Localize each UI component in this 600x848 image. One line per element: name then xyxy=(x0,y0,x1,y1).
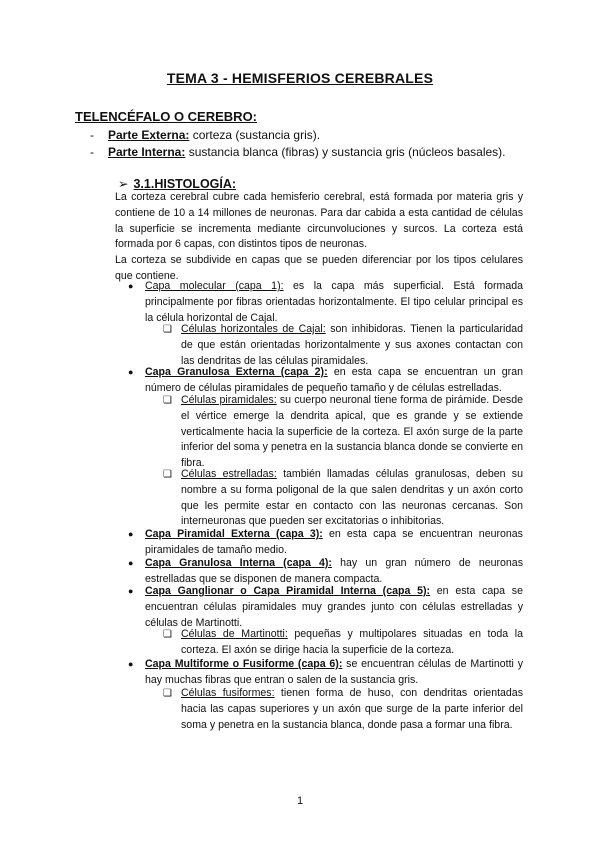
cell-text: tienen forma de huso, con dendritas orientadas hacia las capas superiores y un axón que surge de la parte inferior del soma y penetra en la sustancia blanca, donde pasa a formar una fibra. xyxy=(181,687,523,731)
subsection-heading xyxy=(118,176,236,191)
layer-item xyxy=(128,556,523,588)
part-label: Parte Interna: xyxy=(108,145,186,159)
cell-text: también llamadas células granulosas, deben su nombre a su forma poligonal de la que salen dendritas y un axón corto que les permite estar en contacto con las neuronas cercanas. Son interneuronas que pueden ser excitatorias o inhibitorias. xyxy=(181,468,523,528)
layer-label: Capa Ganglionar o Capa Piramidal Interna (capa 5): xyxy=(145,585,431,597)
cell-label: Células piramidales: xyxy=(181,394,277,406)
layer-item xyxy=(128,279,523,326)
bullet-icon: ● xyxy=(128,558,134,568)
cell-label: Células estrelladas: xyxy=(181,468,277,480)
intro-paragraph: La corteza cerebral cubre cada hemisferio cerebral, está formada por materia gris y contiene de 10 a 14 millones de neuronas. Para dar cabida a esta cantidad de células la superficie se incrementa mediante circunvoluciones y surcos. La corteza está formada por 6 capas, con distintos tipos de neuronas. xyxy=(115,191,523,251)
layer-text: en esta capa se encuentran neuronas piramidales de tamaño medio. xyxy=(145,528,523,556)
cell-item xyxy=(163,627,524,659)
layer-text: en esta capa se encuentran células piramidales muy grandes junto con células estrelladas y células de Martinotti. xyxy=(145,585,523,629)
document-title: TEMA 3 - HEMISFERIOS CEREBRALES xyxy=(166,70,434,86)
page-number: 1 xyxy=(296,795,304,807)
layer-text: hay un gran número de neuronas estrelladas que se disponen de manera compacta. xyxy=(145,557,523,585)
checkbox-bullet-icon: ❏ xyxy=(163,469,172,480)
layer-item xyxy=(128,527,523,559)
cell-item xyxy=(163,686,523,733)
part-label: Parte Externa: xyxy=(108,128,190,142)
bullet-icon: ● xyxy=(128,659,134,669)
layer-text: es la capa más superficial. Está formada principalmente por fibras orientadas horizontalmente. El tipo celular principal es la célula horizontal de Cajal. xyxy=(145,280,523,324)
checkbox-bullet-icon: ❏ xyxy=(163,629,172,640)
cell-label: Células de Martinotti: xyxy=(181,628,288,640)
layer-item xyxy=(128,584,523,631)
layer-text: se encuentran células de Martinotti y hay muchas fibras que entran o salen de la sustancia gris. xyxy=(145,658,523,686)
layer-item xyxy=(128,365,523,397)
part-external xyxy=(90,127,320,144)
cell-item xyxy=(163,393,523,472)
checkbox-bullet-icon: ❏ xyxy=(163,395,172,406)
subsection-title: 3.1.HISTOLOGÍA: xyxy=(133,177,237,191)
dash-marker: - xyxy=(90,145,94,159)
layer-label: Capa Piramidal Externa (capa 3): xyxy=(145,528,323,540)
layer-text: en esta capa se encuentran un gran número de células piramidales de pequeño tamaño y de células estrelladas. xyxy=(145,366,523,394)
bullet-icon: ● xyxy=(128,529,134,539)
layer-label: Capa Granulosa Externa (capa 2): xyxy=(145,366,328,378)
cell-text: pequeñas y multipolares situadas en toda la corteza. El axón se dirige hacia la superficie de la corteza. xyxy=(181,628,524,656)
layer-item xyxy=(128,657,523,689)
part-internal xyxy=(90,144,506,161)
cell-text: son inhibidoras. Tienen la particularidad de que están orientadas horizontalmente y sus axones contactan con las dendritas de las células piramidales. xyxy=(181,323,523,367)
layer-label: Capa Granulosa Interna (capa 4): xyxy=(145,557,332,569)
part-text: sustancia blanca (fibras) y sustancia gris (núcleos basales). xyxy=(185,145,506,159)
bullet-icon: ● xyxy=(128,367,134,377)
section-heading: TELENCÉFALO O CEREBRO: xyxy=(75,109,258,124)
checkbox-bullet-icon: ❏ xyxy=(163,324,172,335)
layer-label: Capa molecular (capa 1): xyxy=(145,280,284,292)
layer-label: Capa Multiforme o Fusiforme (capa 6): xyxy=(145,658,343,670)
checkbox-bullet-icon: ❏ xyxy=(163,688,172,699)
arrow-bullet-icon: ➢ xyxy=(118,177,129,191)
bullet-icon: ● xyxy=(128,586,134,596)
intro-paragraph: La corteza se subdivide en capas que se pueden diferenciar por los tipos celulares que contiene. xyxy=(115,254,523,282)
cell-text: su cuerpo neuronal tiene forma de pirámide. Desde el vértice emerge la dendrita apical, que es grande y se extiende verticalmente hacia la superficie de la corteza. El axón surge de la parte inferior del soma y penetra en la sustancia blanca donde se convierte en fibra. xyxy=(181,394,523,470)
cell-label: Células horizontales de Cajal: xyxy=(181,323,326,335)
cell-item xyxy=(163,322,523,369)
cell-label: Células fusiformes: xyxy=(181,687,275,699)
dash-marker: - xyxy=(90,128,94,142)
cell-item xyxy=(163,467,523,530)
part-text: corteza (sustancia gris). xyxy=(189,128,321,142)
bullet-icon: ● xyxy=(128,281,134,291)
